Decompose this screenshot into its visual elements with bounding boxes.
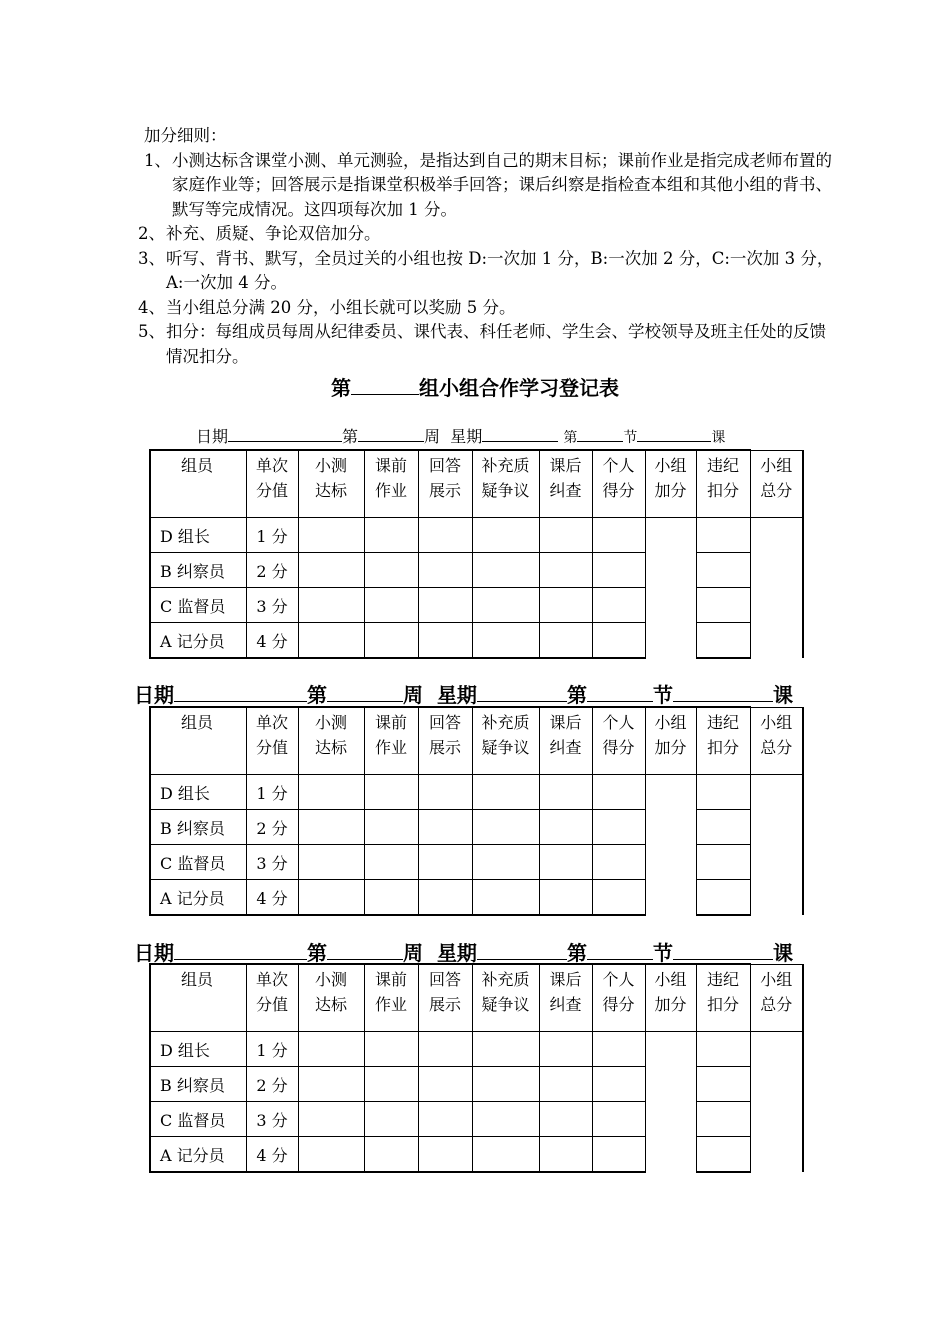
header-member: 组员 [150, 964, 246, 1032]
week-prefix-label: 第 [307, 941, 327, 965]
input-cell[interactable] [418, 518, 472, 553]
input-cell[interactable] [592, 588, 645, 623]
rule-item [138, 247, 838, 296]
table-row [150, 518, 803, 553]
input-cell[interactable] [298, 810, 364, 845]
role-cell: B 纠察员 [150, 1067, 246, 1102]
date-blank[interactable] [174, 681, 307, 702]
date-line-2 [134, 679, 793, 708]
lesson-label: 课 [772, 941, 793, 965]
header-homework: 课前 作业 [364, 450, 418, 518]
input-cell[interactable] [592, 845, 645, 880]
header-homework: 课前 作业 [364, 964, 418, 1032]
input-cell[interactable] [298, 588, 364, 623]
input-cell[interactable] [592, 623, 645, 659]
rule-text: 扣分：每组成员每周从纪律委员、课代表、科任老师、学生会、学校领导及班主任处的反馈情况扣分。 [166, 322, 826, 366]
week-blank[interactable] [327, 681, 403, 702]
input-cell[interactable] [539, 1067, 592, 1102]
role-cell: A 记分员 [150, 880, 246, 916]
input-cell[interactable] [472, 623, 539, 659]
input-cell[interactable] [472, 1137, 539, 1173]
input-cell[interactable] [298, 775, 364, 810]
form-title [331, 372, 619, 401]
group-total-cell[interactable] [750, 775, 803, 810]
input-cell[interactable] [364, 775, 418, 810]
input-cell[interactable] [418, 1067, 472, 1102]
input-cell[interactable] [539, 845, 592, 880]
weekday-blank[interactable] [477, 939, 567, 960]
input-cell[interactable] [364, 880, 418, 916]
deduction-cell[interactable] [696, 623, 750, 659]
input-cell[interactable] [472, 518, 539, 553]
week-blank[interactable] [358, 424, 424, 442]
week-prefix-label: 第 [307, 683, 327, 707]
weekday-label: 星期 [436, 941, 477, 965]
section-prefix-label: 第 [566, 683, 587, 707]
header-inspect: 课后 纠查 [539, 964, 592, 1032]
input-cell[interactable] [592, 518, 645, 553]
title-prefix: 第 [331, 376, 351, 400]
input-cell[interactable] [592, 1137, 645, 1173]
rule-text: 当小组总分满 20 分，小组长就可以奖励 5 分。 [166, 297, 516, 317]
week-prefix-label: 第 [342, 427, 359, 446]
header-personal: 个人 得分 [592, 964, 645, 1032]
date-label: 日期 [196, 427, 229, 446]
section-prefix-label: 第 [563, 430, 578, 446]
group-number-blank[interactable] [351, 377, 419, 395]
input-cell[interactable] [298, 553, 364, 588]
group-bonus-cell[interactable] [645, 1067, 696, 1102]
header-personal: 个人 得分 [592, 707, 645, 775]
input-cell[interactable] [472, 880, 539, 916]
input-cell[interactable] [539, 1032, 592, 1067]
header-answer: 回答 展示 [418, 964, 472, 1032]
value-cell: 3 分 [246, 588, 298, 623]
input-cell[interactable] [298, 1067, 364, 1102]
role-cell: C 监督员 [150, 1102, 246, 1137]
group-bonus-cell[interactable] [645, 1137, 696, 1173]
weekday-blank[interactable] [482, 424, 558, 442]
date-label: 日期 [134, 683, 174, 707]
date-label: 日期 [134, 941, 174, 965]
header-group-bonus: 小组 加分 [645, 450, 696, 518]
rule-text: 补充、质疑、争论双倍加分。 [166, 224, 381, 243]
rule-number: 4、 [138, 297, 165, 317]
week-blank[interactable] [327, 939, 403, 960]
deduction-cell[interactable] [696, 775, 750, 810]
lesson-blank[interactable] [673, 681, 773, 702]
deduction-cell[interactable] [696, 1032, 750, 1067]
role-cell: A 记分员 [150, 1137, 246, 1173]
header-unit-value: 单次 分值 [246, 964, 298, 1032]
rule-item [138, 222, 838, 247]
input-cell[interactable] [592, 880, 645, 916]
header-group-bonus: 小组 加分 [645, 964, 696, 1032]
rule-item [138, 296, 838, 321]
group-total-cell[interactable] [750, 1137, 803, 1173]
input-cell[interactable] [364, 845, 418, 880]
input-cell[interactable] [472, 775, 539, 810]
week-label: 周 [424, 427, 441, 446]
rules-heading: 加分细则： [144, 126, 227, 145]
input-cell[interactable] [298, 518, 364, 553]
input-cell[interactable] [472, 845, 539, 880]
header-supplement: 补充质 疑争议 [472, 450, 539, 518]
input-cell[interactable] [472, 1032, 539, 1067]
rule-number: 1、 [144, 150, 171, 170]
date-line-3 [134, 937, 793, 966]
value-cell: 4 分 [246, 623, 298, 659]
value-cell: 3 分 [246, 1102, 298, 1137]
input-cell[interactable] [418, 553, 472, 588]
rule-number: 2、 [138, 224, 165, 243]
group-total-cell[interactable] [750, 623, 803, 659]
weekday-label: 星期 [436, 683, 477, 707]
input-cell[interactable] [418, 810, 472, 845]
deduction-cell[interactable] [696, 588, 750, 623]
lesson-label: 课 [772, 683, 793, 707]
table-row [150, 880, 803, 916]
value-cell: 4 分 [246, 1137, 298, 1173]
role-cell: B 纠察员 [150, 553, 246, 588]
group-total-cell[interactable] [750, 810, 803, 845]
group-bonus-cell[interactable] [645, 623, 696, 659]
rule-item [138, 320, 838, 369]
section-blank[interactable] [587, 939, 653, 960]
group-total-cell[interactable] [750, 1032, 803, 1067]
input-cell[interactable] [539, 623, 592, 659]
header-inspect: 课后 纠查 [539, 450, 592, 518]
input-cell[interactable] [418, 880, 472, 916]
role-cell: C 监督员 [150, 588, 246, 623]
header-answer: 回答 展示 [418, 450, 472, 518]
weekday-blank[interactable] [477, 681, 567, 702]
date-blank[interactable] [174, 939, 307, 960]
deduction-cell[interactable] [696, 810, 750, 845]
role-cell: D 组长 [150, 1032, 246, 1067]
value-cell: 4 分 [246, 880, 298, 916]
group-bonus-cell[interactable] [645, 880, 696, 916]
group-bonus-cell[interactable] [645, 845, 696, 880]
table-row [150, 810, 803, 845]
table-row [150, 1137, 803, 1173]
group-bonus-cell[interactable] [645, 775, 696, 810]
input-cell[interactable] [539, 553, 592, 588]
input-cell[interactable] [539, 518, 592, 553]
week-label: 周 [403, 683, 423, 707]
value-cell: 2 分 [246, 810, 298, 845]
registration-table-2 [149, 706, 804, 916]
table-row [150, 553, 803, 588]
date-line-1 [196, 424, 725, 447]
deduction-cell[interactable] [696, 553, 750, 588]
input-cell[interactable] [418, 775, 472, 810]
input-cell[interactable] [418, 845, 472, 880]
table-row [150, 623, 803, 659]
input-cell[interactable] [298, 880, 364, 916]
header-member: 组员 [150, 450, 246, 518]
input-cell[interactable] [472, 1102, 539, 1137]
value-cell: 1 分 [246, 1032, 298, 1067]
lesson-blank[interactable] [637, 424, 711, 442]
input-cell[interactable] [364, 518, 418, 553]
header-deduction: 违纪 扣分 [696, 450, 750, 518]
group-bonus-cell[interactable] [645, 518, 696, 553]
rule-text: 听写、背书、默写，全员过关的小组也按 D:一次加 1 分，B:一次加 2 分，C:一次加 3 分，A:一次加 4 分。 [166, 248, 834, 292]
input-cell[interactable] [298, 1032, 364, 1067]
header-inspect: 课后 纠查 [539, 707, 592, 775]
group-bonus-cell[interactable] [645, 588, 696, 623]
table-row [150, 588, 803, 623]
section-blank[interactable] [577, 424, 623, 442]
group-bonus-cell[interactable] [645, 1102, 696, 1137]
input-cell[interactable] [364, 1067, 418, 1102]
value-cell: 3 分 [246, 845, 298, 880]
section-blank[interactable] [587, 681, 653, 702]
role-cell: C 监督员 [150, 845, 246, 880]
role-cell: B 纠察员 [150, 810, 246, 845]
table-row [150, 845, 803, 880]
registration-table-3 [149, 963, 804, 1173]
header-quiz: 小测 达标 [298, 450, 364, 518]
input-cell[interactable] [592, 1102, 645, 1137]
header-deduction: 违纪 扣分 [696, 707, 750, 775]
input-cell[interactable] [472, 810, 539, 845]
group-bonus-cell[interactable] [645, 810, 696, 845]
scoring-rules [138, 124, 838, 369]
input-cell[interactable] [364, 623, 418, 659]
lesson-label: 课 [711, 430, 726, 446]
group-total-cell[interactable] [750, 845, 803, 880]
rule-text: 小测达标含课堂小测、单元测验，是指达到自己的期末目标；课前作业是指完成老师布置的家庭作业等；回答展示是指课堂积极举手回答；课后纠察是指检查本组和其他小组的背书、默写等完成情况。这四项每次加 1 分。 [172, 150, 832, 219]
input-cell[interactable] [364, 588, 418, 623]
header-deduction: 违纪 扣分 [696, 964, 750, 1032]
table-row [150, 775, 803, 810]
input-cell[interactable] [539, 810, 592, 845]
input-cell[interactable] [472, 1067, 539, 1102]
group-total-cell[interactable] [750, 588, 803, 623]
header-group-total: 小组 总分 [750, 964, 803, 1032]
input-cell[interactable] [364, 1102, 418, 1137]
input-cell[interactable] [539, 1102, 592, 1137]
header-supplement: 补充质 疑争议 [472, 964, 539, 1032]
group-total-cell[interactable] [750, 880, 803, 916]
rule-item [138, 149, 838, 223]
input-cell[interactable] [592, 1067, 645, 1102]
header-group-total: 小组 总分 [750, 450, 803, 518]
deduction-cell[interactable] [696, 880, 750, 916]
input-cell[interactable] [298, 1102, 364, 1137]
rule-number: 3、 [138, 248, 165, 268]
value-cell: 2 分 [246, 553, 298, 588]
input-cell[interactable] [364, 810, 418, 845]
group-total-cell[interactable] [750, 1102, 803, 1137]
header-quiz: 小测 达标 [298, 707, 364, 775]
deduction-cell[interactable] [696, 1067, 750, 1102]
header-supplement: 补充质 疑争议 [472, 707, 539, 775]
header-group-bonus: 小组 加分 [645, 707, 696, 775]
input-cell[interactable] [472, 553, 539, 588]
group-bonus-cell[interactable] [645, 1032, 696, 1067]
deduction-cell[interactable] [696, 518, 750, 553]
input-cell[interactable] [472, 588, 539, 623]
week-label: 周 [403, 941, 423, 965]
input-cell[interactable] [364, 1137, 418, 1173]
input-cell[interactable] [364, 1032, 418, 1067]
input-cell[interactable] [592, 553, 645, 588]
header-member: 组员 [150, 707, 246, 775]
input-cell[interactable] [418, 588, 472, 623]
role-cell: D 组长 [150, 518, 246, 553]
input-cell[interactable] [418, 623, 472, 659]
section-prefix-label: 第 [566, 941, 587, 965]
table-row [150, 1032, 803, 1067]
header-unit-value: 单次 分值 [246, 450, 298, 518]
group-total-cell[interactable] [750, 553, 803, 588]
deduction-cell[interactable] [696, 1102, 750, 1137]
input-cell[interactable] [418, 1102, 472, 1137]
section-label: 节 [623, 430, 638, 446]
rule-number: 5、 [138, 322, 165, 341]
weekday-label: 星期 [450, 427, 483, 446]
input-cell[interactable] [592, 810, 645, 845]
table-row [150, 1067, 803, 1102]
header-personal: 个人 得分 [592, 450, 645, 518]
input-cell[interactable] [298, 1137, 364, 1173]
group-total-cell[interactable] [750, 1067, 803, 1102]
header-answer: 回答 展示 [418, 707, 472, 775]
input-cell[interactable] [592, 1032, 645, 1067]
input-cell[interactable] [539, 588, 592, 623]
deduction-cell[interactable] [696, 845, 750, 880]
input-cell[interactable] [418, 1032, 472, 1067]
input-cell[interactable] [539, 880, 592, 916]
input-cell[interactable] [364, 553, 418, 588]
value-cell: 2 分 [246, 1067, 298, 1102]
value-cell: 1 分 [246, 518, 298, 553]
date-blank[interactable] [228, 424, 342, 442]
lesson-blank[interactable] [673, 939, 773, 960]
section-label: 节 [652, 683, 673, 707]
header-group-total: 小组 总分 [750, 707, 803, 775]
role-cell: A 记分员 [150, 623, 246, 659]
input-cell[interactable] [592, 775, 645, 810]
input-cell[interactable] [418, 1137, 472, 1173]
header-homework: 课前 作业 [364, 707, 418, 775]
role-cell: D 组长 [150, 775, 246, 810]
group-bonus-cell[interactable] [645, 553, 696, 588]
group-total-cell[interactable] [750, 518, 803, 553]
title-suffix: 组小组合作学习登记表 [419, 376, 619, 400]
header-quiz: 小测 达标 [298, 964, 364, 1032]
input-cell[interactable] [298, 623, 364, 659]
deduction-cell[interactable] [696, 1137, 750, 1173]
registration-table-1 [149, 449, 804, 659]
input-cell[interactable] [539, 775, 592, 810]
section-label: 节 [652, 941, 673, 965]
input-cell[interactable] [298, 845, 364, 880]
value-cell: 1 分 [246, 775, 298, 810]
input-cell[interactable] [539, 1137, 592, 1173]
table-row [150, 1102, 803, 1137]
header-unit-value: 单次 分值 [246, 707, 298, 775]
